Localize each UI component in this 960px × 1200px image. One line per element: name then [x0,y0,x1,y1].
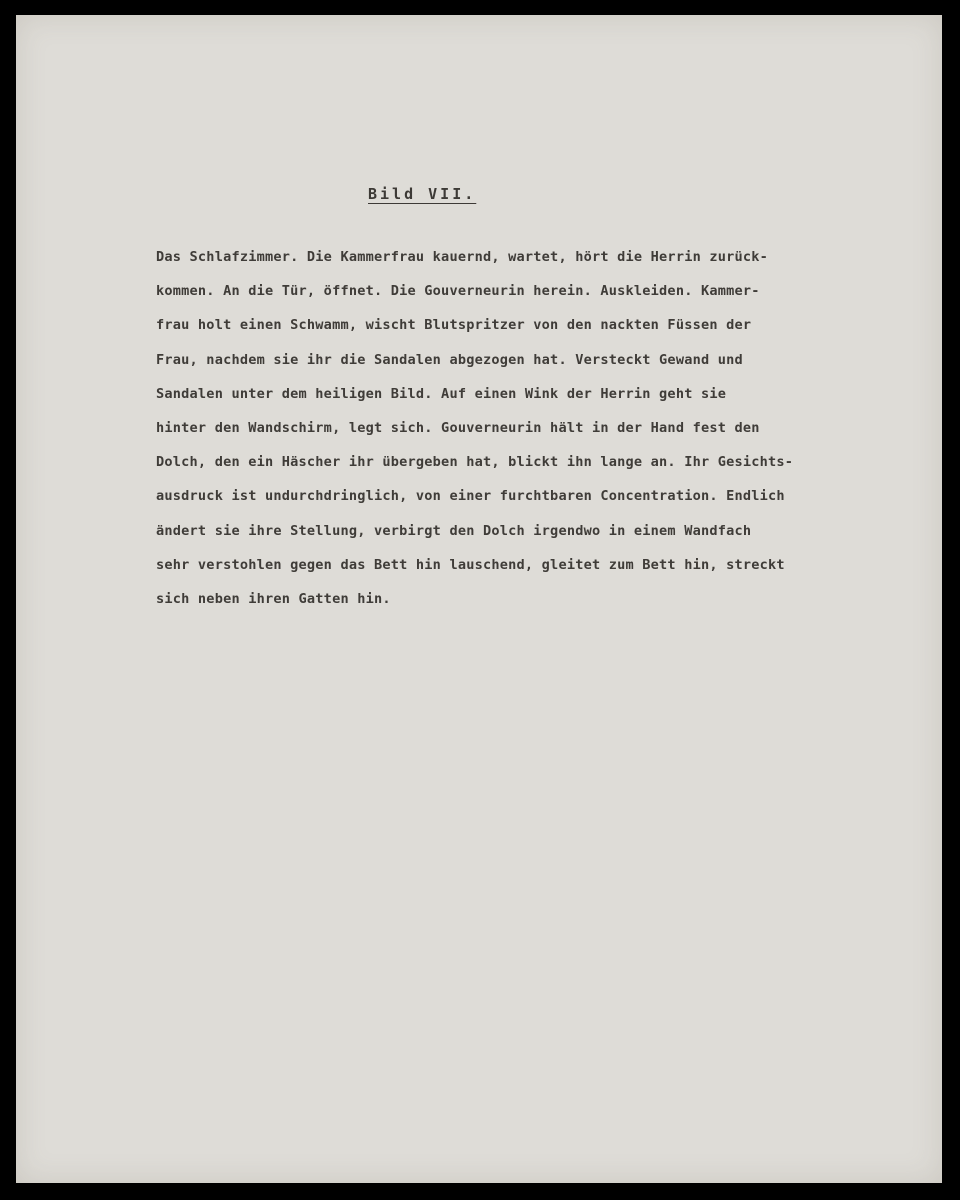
text-line: hinter den Wandschirm, legt sich. Gouverneurin hält in der Hand fest den [156,419,760,436]
text-line: Sandalen unter dem heiligen Bild. Auf einen Wink der Herrin geht sie [156,385,727,402]
scene-description [156,247,946,623]
text-line: frau holt einen Schwamm, wischt Blutspritzer von den nackten Füssen der [156,317,752,334]
text-line: sich neben ihren Gatten hin. [156,590,391,607]
text-line: ausdruck ist undurchdringlich, von einer furchtbaren Concentration. Endlich [156,488,785,505]
text-line: kommen. An die Tür, öffnet. Die Gouverneurin herein. Auskleiden. Kammer- [156,283,760,300]
scene-title: Bild VII. [368,185,477,203]
text-line: ändert sie ihre Stellung, verbirgt den Dolch irgendwo in einem Wandfach [156,522,752,539]
document-page [16,15,942,1183]
text-line: Dolch, den ein Häscher ihr übergeben hat, blickt ihn lange an. Ihr Gesichts- [156,454,794,471]
text-line: Das Schlafzimmer. Die Kammerfrau kauernd, wartet, hört die Herrin zurück- [156,249,769,265]
text-line: sehr verstohlen gegen das Bett hin lauschend, gleitet zum Bett hin, streckt [156,556,785,573]
text-line: Frau, nachdem sie ihr die Sandalen abgezogen hat. Versteckt Gewand und [156,351,743,368]
